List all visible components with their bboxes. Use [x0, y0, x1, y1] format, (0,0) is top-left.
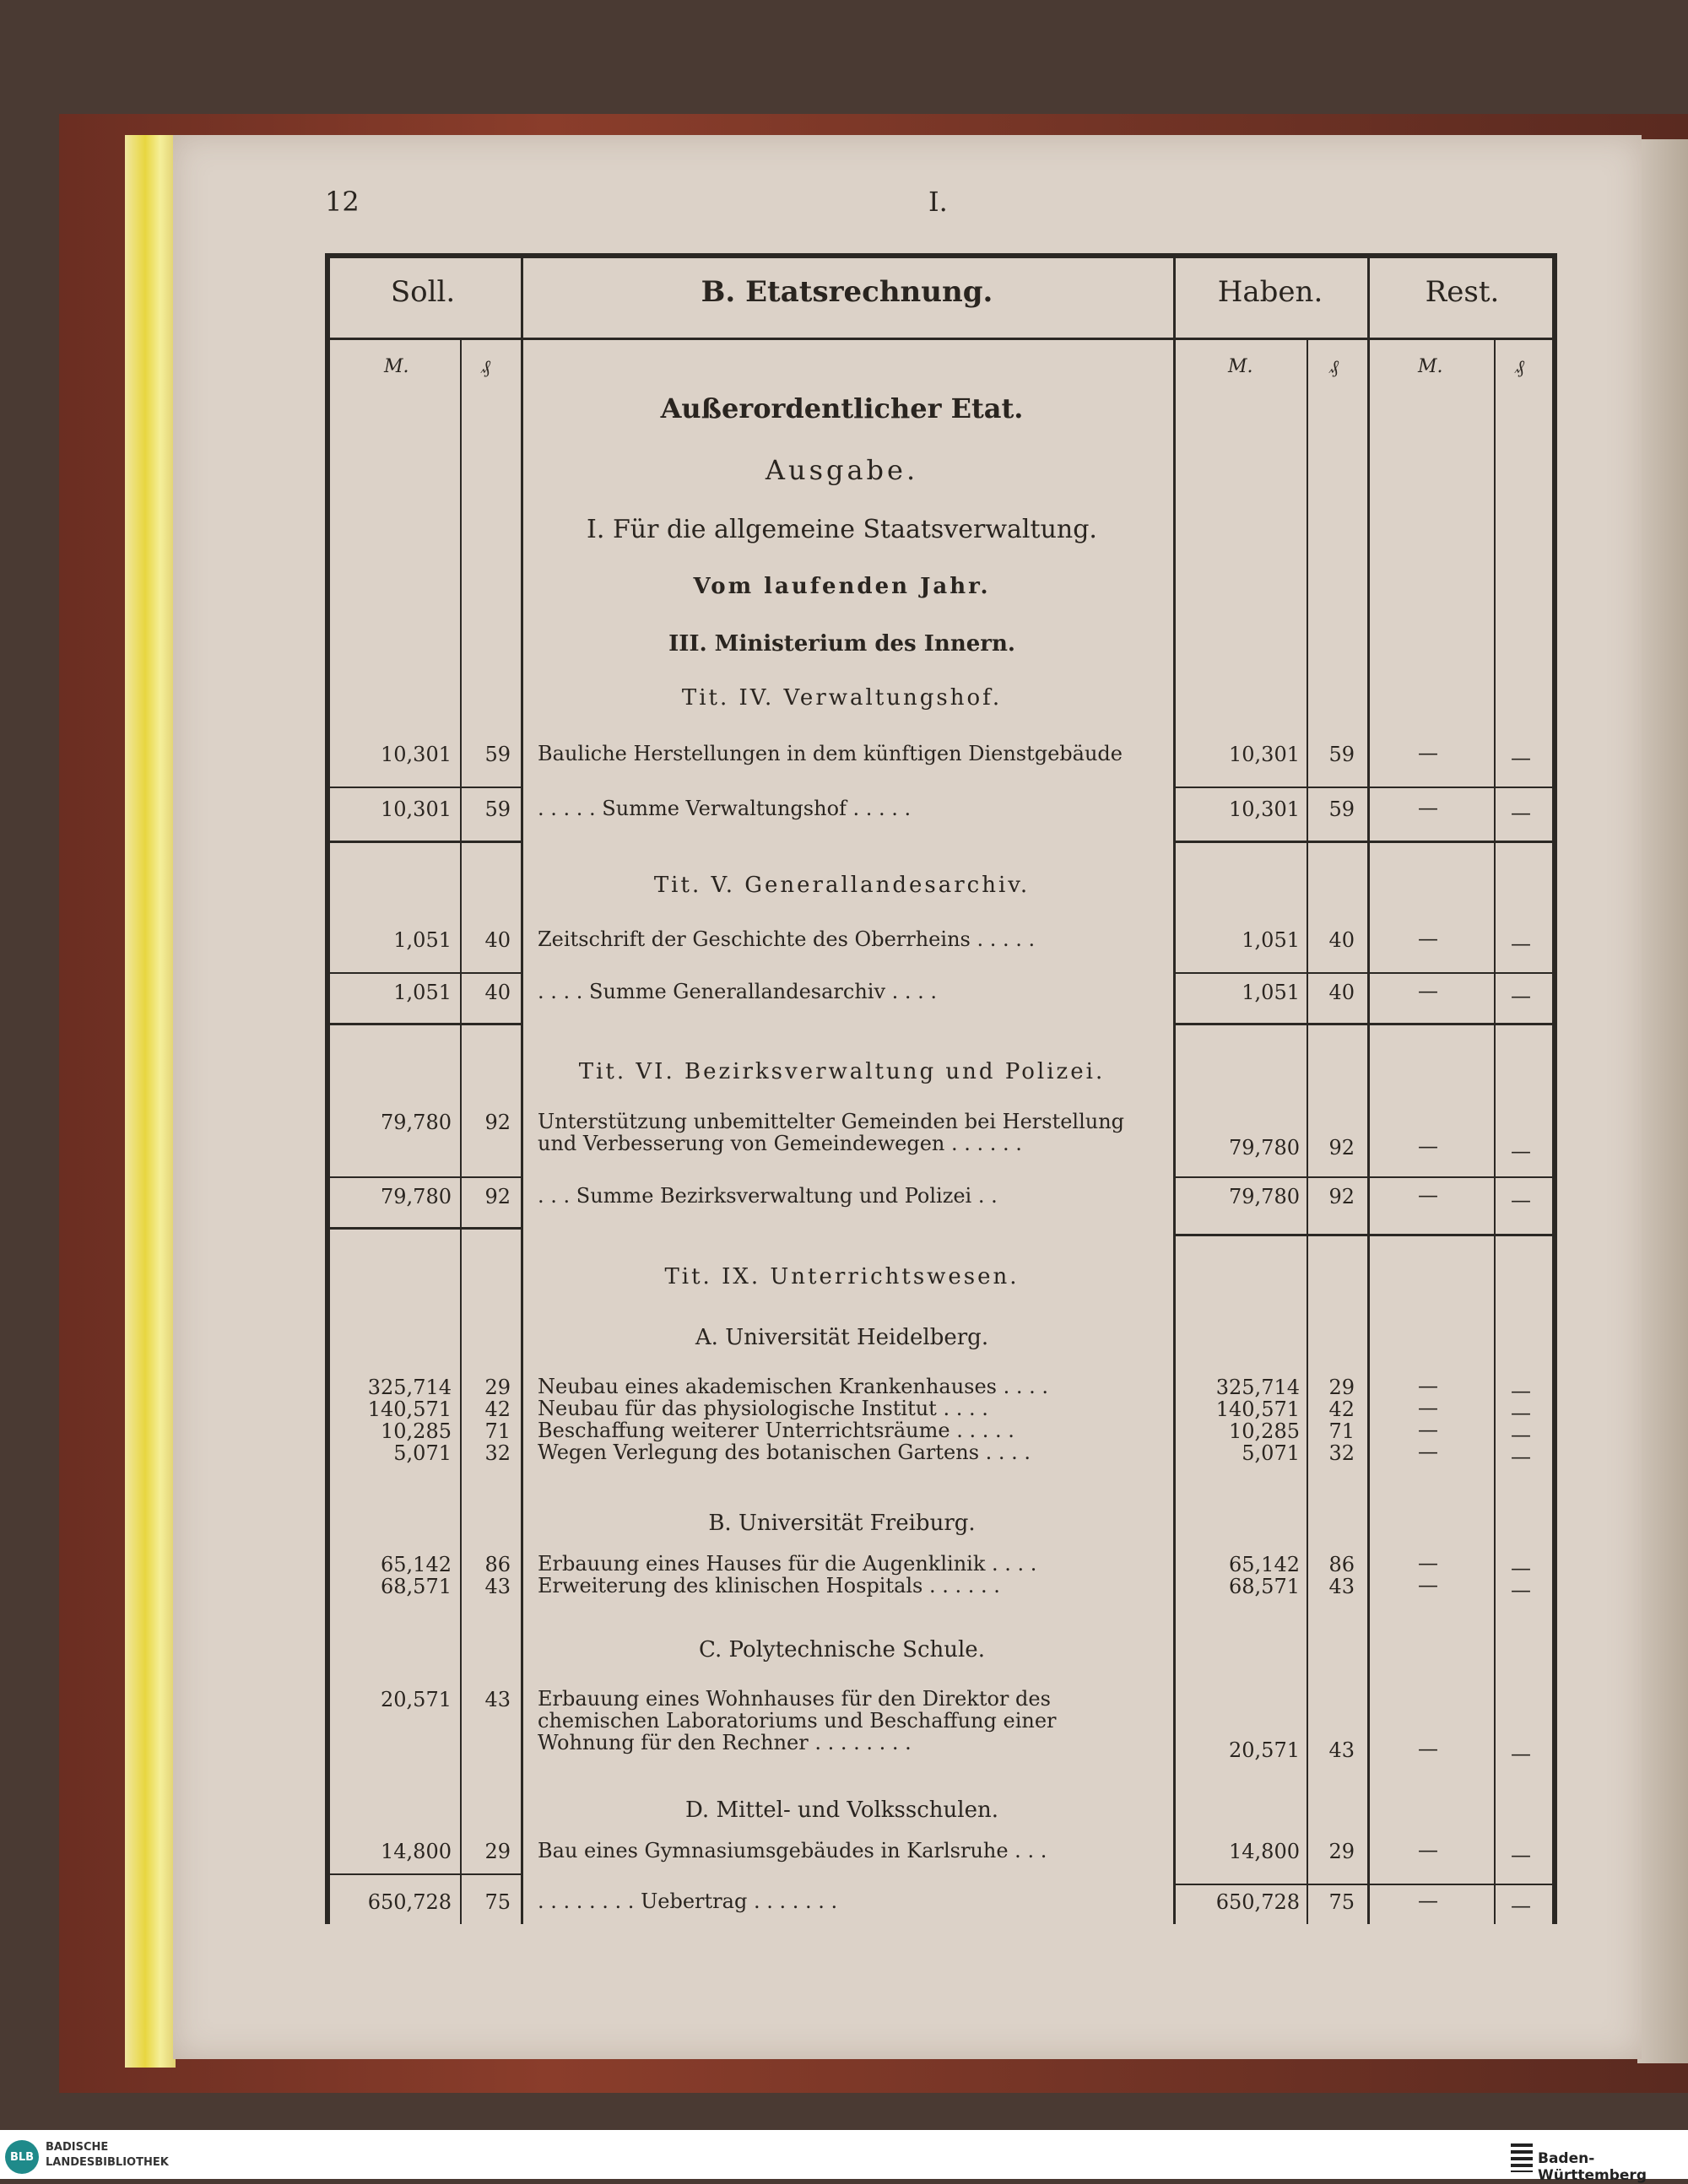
row-description: . . . . . Summe Verwaltungshof . . . . . [538, 797, 912, 820]
heading-tit9: Tit. IX. Unterrichtswesen. [664, 1264, 1020, 1289]
rest-mark-dash: — [1418, 1573, 1438, 1597]
soll-pf-value: 43 [484, 1575, 511, 1598]
sum-line-soll [325, 972, 521, 974]
soll-pf-value: 32 [484, 1441, 511, 1465]
rest-mark-dash: — [1418, 741, 1438, 765]
soll-pf-value: 59 [484, 797, 511, 821]
rest-mark-dash: — [1418, 1183, 1438, 1207]
rest-mark-dash: — [1418, 1134, 1438, 1158]
rest-mark-dash: — [1418, 796, 1438, 819]
soll-mark-value: 79,780 [381, 1111, 452, 1134]
soll-pf-divider [460, 338, 462, 1924]
row-description: Neubau für das physiologische Institut . . . . [538, 1397, 988, 1420]
sum-close-haben [1173, 1234, 1557, 1236]
ledger-table [325, 253, 1557, 1924]
sum-close-soll [325, 1227, 521, 1230]
heading-ausgabe: Ausgabe. [765, 454, 919, 486]
sum-close-soll [325, 841, 521, 843]
row-description: Erbauung eines Hauses für die Augenklinik . . . . [538, 1552, 1037, 1576]
sum-close-soll [325, 1023, 521, 1025]
page-number: 12 [325, 186, 360, 218]
soll-pf-value: 92 [484, 1111, 511, 1134]
haben-mark-value: 10,285 [1229, 1419, 1300, 1443]
haben-mark-value: 325,714 [1215, 1376, 1300, 1399]
rest-pf-unit: ₰ [1515, 357, 1524, 378]
baden-wuerttemberg-crest-icon [1511, 2143, 1533, 2172]
rest-pf-dash: — [1511, 746, 1531, 770]
soll-pf-value: 75 [484, 1890, 511, 1914]
soll-mark-value: 68,571 [381, 1575, 452, 1598]
rest-pf-dash: — [1511, 1188, 1531, 1212]
facing-page-edge [1637, 139, 1688, 2063]
haben-pf-value: 92 [1328, 1136, 1355, 1160]
sum-line-haben [1173, 787, 1557, 788]
haben-mark-unit: M. [1228, 356, 1253, 377]
rest-pf-dash: — [1511, 1894, 1531, 1917]
rest-pf-dash: — [1511, 932, 1531, 955]
heading-mittelschulen: D. Mittel- und Volksschulen. [685, 1797, 998, 1823]
section-mark: I. [928, 186, 948, 218]
sum-close-haben [1173, 1023, 1557, 1025]
haben-mark-value: 650,728 [1215, 1890, 1300, 1914]
soll-pf-value: 92 [484, 1185, 511, 1208]
heading-polytechnik: C. Polytechnische Schule. [699, 1637, 985, 1662]
rest-mark-dash: — [1418, 979, 1438, 1003]
haben-pf-value: 43 [1328, 1738, 1355, 1762]
rest-mark-dash: — [1418, 1440, 1438, 1463]
sum-line-soll [325, 1176, 521, 1178]
soll-pf-value: 43 [484, 1688, 511, 1711]
rest-pf-dash: — [1511, 1742, 1531, 1765]
soll-mark-value: 650,728 [367, 1890, 452, 1914]
haben-pf-value: 40 [1328, 981, 1355, 1004]
soll-mark-value: 10,301 [381, 743, 452, 766]
rest-pf-dash: — [1511, 801, 1531, 824]
rest-pf-dash: — [1511, 1843, 1531, 1867]
rest-mark-dash: — [1418, 1838, 1438, 1862]
haben-mark-value: 10,301 [1229, 743, 1300, 766]
heading-staatsverwaltung: I. Für die allgemeine Staatsverwaltung. [587, 515, 1097, 544]
heading-ministerium: III. Ministerium des Innern. [668, 631, 1015, 657]
row-description: Unterstützung unbemittelter Gemeinden bei Herstellung und Verbesserung von Gemeindewegen . . . . . . [538, 1110, 1125, 1155]
haben-pf-value: 29 [1328, 1376, 1355, 1399]
haben-pf-value: 92 [1328, 1185, 1355, 1208]
row-description: Beschaffung weiterer Unterrichtsräume . . . . . [538, 1419, 1014, 1442]
heading-tit6: Tit. VI. Bezirksverwaltung und Polizei. [578, 1059, 1106, 1084]
row-description: Neubau eines akademischen Krankenhauses . . . . [538, 1375, 1049, 1398]
haben-column-divider [1173, 253, 1176, 1924]
haben-pf-value: 71 [1328, 1419, 1355, 1443]
haben-mark-value: 5,071 [1242, 1441, 1300, 1465]
haben-pf-value: 40 [1328, 928, 1355, 952]
rest-column-divider [1367, 253, 1370, 1924]
page-edge-gilt [125, 135, 176, 2068]
sum-line-soll [325, 787, 521, 788]
haben-pf-value: 86 [1328, 1553, 1355, 1576]
soll-mark-unit: M. [384, 356, 409, 377]
row-description: . . . . Summe Generallandesarchiv . . . . [538, 980, 938, 1003]
haben-pf-value: 75 [1328, 1890, 1355, 1914]
soll-mark-value: 65,142 [381, 1553, 452, 1576]
haben-pf-value: 59 [1328, 797, 1355, 821]
haben-pf-divider [1307, 338, 1308, 1924]
haben-mark-value: 140,571 [1215, 1397, 1300, 1421]
table-top-border [325, 253, 1557, 258]
soll-mark-value: 14,800 [381, 1840, 452, 1863]
heading-extra-etat: Außerordentlicher Etat. [660, 392, 1024, 424]
row-description: Erweiterung des klinischen Hospitals . . . . . . [538, 1574, 1000, 1597]
row-description: Bau eines Gymnasiumsgebäudes in Karlsruhe . . . [538, 1839, 1047, 1862]
sum-line-haben [1173, 972, 1557, 974]
soll-header: Soll. [390, 275, 456, 309]
haben-pf-value: 43 [1328, 1575, 1355, 1598]
table-right-border [1552, 253, 1557, 1924]
row-description: . . . . . . . . Uebertrag . . . . . . . [538, 1889, 838, 1913]
soll-column-divider [521, 253, 523, 1924]
soll-mark-value: 5,071 [393, 1441, 452, 1465]
haben-mark-value: 10,301 [1229, 797, 1300, 821]
soll-pf-value: 40 [484, 928, 511, 952]
blb-line-1: BADISCHE [46, 2141, 109, 2154]
rest-pf-dash: — [1511, 1445, 1531, 1468]
blb-library-name [46, 2140, 231, 2170]
soll-mark-value: 20,571 [381, 1688, 452, 1711]
rest-pf-divider [1494, 338, 1496, 1924]
soll-pf-value: 71 [484, 1419, 511, 1443]
haben-pf-unit: ₰ [1329, 357, 1339, 378]
footer-bar [0, 2130, 1688, 2179]
haben-pf-value: 32 [1328, 1441, 1355, 1465]
haben-pf-value: 29 [1328, 1840, 1355, 1863]
row-description: Bauliche Herstellungen in dem künftigen Dienstgebäude [538, 742, 1123, 765]
soll-pf-value: 86 [484, 1553, 511, 1576]
row-description: . . . Summe Bezirksverwaltung und Polizei . . [538, 1184, 998, 1208]
rest-pf-dash: — [1511, 1379, 1531, 1403]
haben-mark-value: 1,051 [1242, 981, 1300, 1004]
heading-tit5: Tit. V. Generallandesarchiv. [653, 873, 1031, 898]
rest-pf-dash: — [1511, 1578, 1531, 1602]
soll-mark-value: 1,051 [393, 928, 452, 952]
soll-mark-value: 10,285 [381, 1419, 452, 1443]
haben-mark-value: 14,800 [1229, 1840, 1300, 1863]
spacer [464, 338, 466, 1924]
rest-mark-dash: — [1418, 1396, 1438, 1419]
rest-mark-dash: — [1418, 1374, 1438, 1397]
soll-mark-value: 1,051 [393, 981, 452, 1004]
rest-mark-unit: M. [1418, 356, 1443, 377]
header-separator [325, 338, 1557, 340]
blb-line-2: LANDESBIBLIOTHEK [46, 2156, 169, 2169]
haben-mark-value: 20,571 [1229, 1738, 1300, 1762]
soll-mark-value: 79,780 [381, 1185, 452, 1208]
heading-freiburg: B. Universität Freiburg. [708, 1511, 976, 1536]
haben-pf-value: 59 [1328, 743, 1355, 766]
haben-mark-value: 65,142 [1229, 1553, 1300, 1576]
rest-pf-dash: — [1511, 1401, 1531, 1424]
heading-tit4: Tit. IV. Verwaltungshof. [681, 685, 1003, 711]
haben-mark-value: 68,571 [1229, 1575, 1300, 1598]
rest-pf-dash: — [1511, 1423, 1531, 1446]
haben-mark-value: 79,780 [1229, 1136, 1300, 1160]
soll-pf-unit: ₰ [481, 357, 490, 378]
table-left-border [325, 253, 330, 1924]
rest-mark-dash: — [1418, 1418, 1438, 1441]
row-description: Zeitschrift der Geschichte des Oberrheins . . . . . [538, 927, 1036, 951]
table-title: B. Etatsrechnung. [701, 275, 993, 309]
haben-mark-value: 79,780 [1229, 1185, 1300, 1208]
soll-pf-value: 29 [484, 1376, 511, 1399]
rest-mark-dash: — [1418, 1551, 1438, 1575]
haben-pf-value: 42 [1328, 1397, 1355, 1421]
heading-laufendes-jahr: Vom laufenden Jahr. [693, 574, 991, 599]
blb-logo-icon: BLB [5, 2140, 39, 2174]
baden-wuerttemberg-label: Baden-Württemberg [1538, 2150, 1647, 2184]
sum-line-soll [325, 1873, 521, 1875]
soll-pf-value: 40 [484, 981, 511, 1004]
sum-line-haben [1173, 1884, 1557, 1885]
soll-pf-value: 29 [484, 1840, 511, 1863]
row-description: Erbauung eines Wohnhauses für den Direktor des chemischen Laboratoriums und Beschaffung einer Wohnung für den Rechner . . . . . . . . [538, 1687, 1057, 1754]
soll-mark-value: 10,301 [381, 797, 452, 821]
soll-pf-value: 59 [484, 743, 511, 766]
rest-pf-dash: — [1511, 1556, 1531, 1580]
haben-mark-value: 1,051 [1242, 928, 1300, 952]
haben-header: Haben. [1217, 275, 1323, 309]
rest-pf-dash: — [1511, 1139, 1531, 1163]
rest-mark-dash: — [1418, 1737, 1438, 1760]
heading-heidelberg: A. Universität Heidelberg. [695, 1325, 989, 1350]
soll-mark-value: 140,571 [367, 1397, 452, 1421]
rest-mark-dash: — [1418, 1889, 1438, 1912]
row-description: Wegen Verlegung des botanischen Gartens . . . . [538, 1441, 1031, 1464]
rest-mark-dash: — [1418, 927, 1438, 950]
soll-mark-value: 325,714 [367, 1376, 452, 1399]
sum-close-haben [1173, 841, 1557, 843]
rest-pf-dash: — [1511, 984, 1531, 1008]
sum-line-haben [1173, 1176, 1557, 1178]
soll-pf-value: 42 [484, 1397, 511, 1421]
rest-header: Rest. [1425, 275, 1500, 309]
